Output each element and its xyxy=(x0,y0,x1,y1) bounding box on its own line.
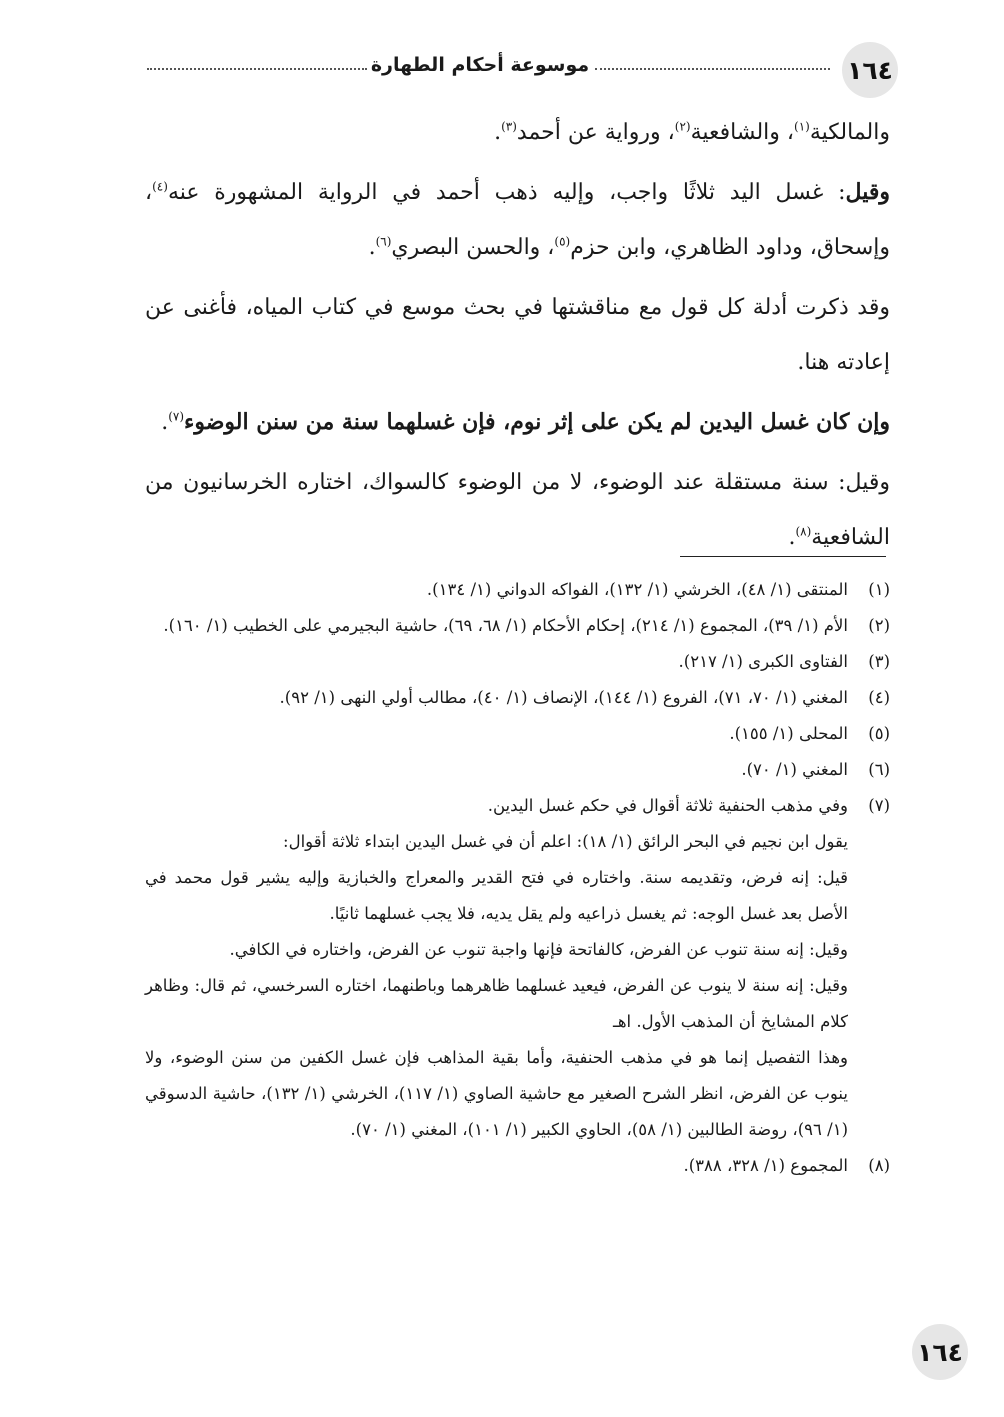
footnote-number: (٤) xyxy=(868,688,890,707)
footnote-number: (٥) xyxy=(868,724,890,743)
main-text xyxy=(145,105,890,565)
footnote xyxy=(145,608,890,644)
footnote xyxy=(145,1148,890,1184)
footnote-text xyxy=(145,608,848,644)
running-title: موسوعة أحكام الطهارة xyxy=(370,54,590,76)
footnote-line: وهذا التفصيل إنما هو في مذهب الحنفية، وأما بقية المذاهب فإن غسل الكفين من سنن الوضوء، ولا ينوب عن الفرض، انظر الشرح الصغير مع حاشية الصاوي (١/ ١١٧)، الخرشي (١/ ١٣٢)، حاشية الدسوقي (١/ ٩٦)، روضة الطالبين (١/ ٥٨)، الحاوي الكبير (١/ ١٠١)، المغني (١/ ٧٠). xyxy=(145,1048,848,1139)
footnote-text xyxy=(145,788,848,1148)
footnote-text xyxy=(145,752,848,788)
footnote xyxy=(145,680,890,716)
footnote-line: الفتاوى الكبرى (١/ ٢١٧). xyxy=(678,652,848,671)
footnote-number: (٢) xyxy=(868,616,890,635)
footnote-text xyxy=(145,680,848,716)
footnote-line: المغني (١/ ٧٠). xyxy=(741,760,848,779)
footnote-line: المغني (١/ ٧٠، ٧١)، الفروع (١/ ١٤٤)، الإنصاف (١/ ٤٠)، مطالب أولي النهى (١/ ٩٢). xyxy=(279,688,848,707)
footnote xyxy=(145,752,890,788)
footnote xyxy=(145,788,890,1148)
footnote-separator xyxy=(680,556,886,557)
footnote xyxy=(145,644,890,680)
footnote-number: (٦) xyxy=(868,760,890,779)
paragraph-3: وقد ذكرت أدلة كل قول مع مناقشتها في بحث موسع في كتاب المياه، فأغنى عن إعادته هنا. xyxy=(145,295,890,375)
footnote-text xyxy=(145,572,848,608)
footnote xyxy=(145,572,890,608)
footnote-line: وقيل: إنه سنة لا ينوب عن الفرض، فيعيد غسلهما ظاهرهما وباطنهما، اختاره السرخسي، ثم قال: وظاهر كلام المشايخ أن المذهب الأول. اهـ xyxy=(145,976,848,1031)
header-dotted-rule-left xyxy=(147,68,367,70)
footnote-line: الأم (١/ ٣٩)، المجموع (١/ ٢١٤)، إحكام الأحكام (١/ ٦٨، ٦٩)، حاشية البجيرمي على الخطيب (١/ ١٦٠). xyxy=(163,616,848,635)
footnote-number: (٣) xyxy=(868,652,890,671)
footnote-text xyxy=(145,1148,848,1184)
footnote-number: (١) xyxy=(868,580,890,599)
running-header xyxy=(145,40,893,100)
paragraph-1: والمالكية$^{(١)}$، والشافعية$^{(٢)}$، ورواية عن أحمد$^{(٣)}$. xyxy=(494,119,890,145)
footnote-line: المجموع (١/ ٣٢٨، ٣٨٨). xyxy=(683,1156,848,1175)
header-dotted-rule-right xyxy=(595,68,830,70)
footnote-text xyxy=(145,644,848,680)
footnote xyxy=(145,716,890,752)
footnote-line: وفي مذهب الحنفية ثلاثة أقوال في حكم غسل اليدين. xyxy=(487,796,848,815)
footnotes xyxy=(145,572,890,1184)
footnote-number: (٧) xyxy=(868,796,890,815)
footnote-line: وقيل: إنه سنة تنوب عن الفرض، كالفاتحة فإنها واجبة تنوب عن الفرض، واختاره في الكافي. xyxy=(229,940,848,959)
paragraph-5: وقيل: سنة مستقلة عند الوضوء، لا من الوضوء كالسواك، اختاره الخرسانيون من الشافعية$^{(٨)}$. xyxy=(145,470,891,550)
footnote-line: المحلى (١/ ١٥٥). xyxy=(729,724,848,743)
footnote-line: قيل: إنه فرض، وتقديمه سنة. واختاره في فتح القدير والمعراج والخبازية وإليه يشير قول محمد في الأصل بعد غسل الوجه: ثم يغسل ذراعيه ولم يقل يديه، فلا يجب غسلهما ثانيًا. xyxy=(145,868,848,923)
paragraph-2: وقيل: غسل اليد ثلاثًا واجب، وإليه ذهب أحمد في الرواية المشهورة عنه$^{(٤)}$، وإسحاق، وداود الظاهري، وابن حزم$^{(٥)}$، والحسن البصري$^{(٦)}$. xyxy=(145,179,890,260)
page-number-badge-top: ١٦٤ xyxy=(842,42,898,98)
page-number-badge-bottom: ١٦٤ xyxy=(912,1324,968,1380)
footnote-line: يقول ابن نجيم في البحر الرائق (١/ ١٨): اعلم أن في غسل اليدين ابتداء ثلاثة أقوال: xyxy=(283,832,848,851)
paragraph-4: وإن كان غسل اليدين لم يكن على إثر نوم، فإن غسلهما سنة من سنن الوضوء$^{(٧)}$. xyxy=(161,409,890,435)
footnote-line: المنتقى (١/ ٤٨)، الخرشي (١/ ١٣٢)، الفواكه الدواني (١/ ١٣٤). xyxy=(426,580,848,599)
footnote-text xyxy=(145,716,848,752)
footnote-number: (٨) xyxy=(868,1156,890,1175)
